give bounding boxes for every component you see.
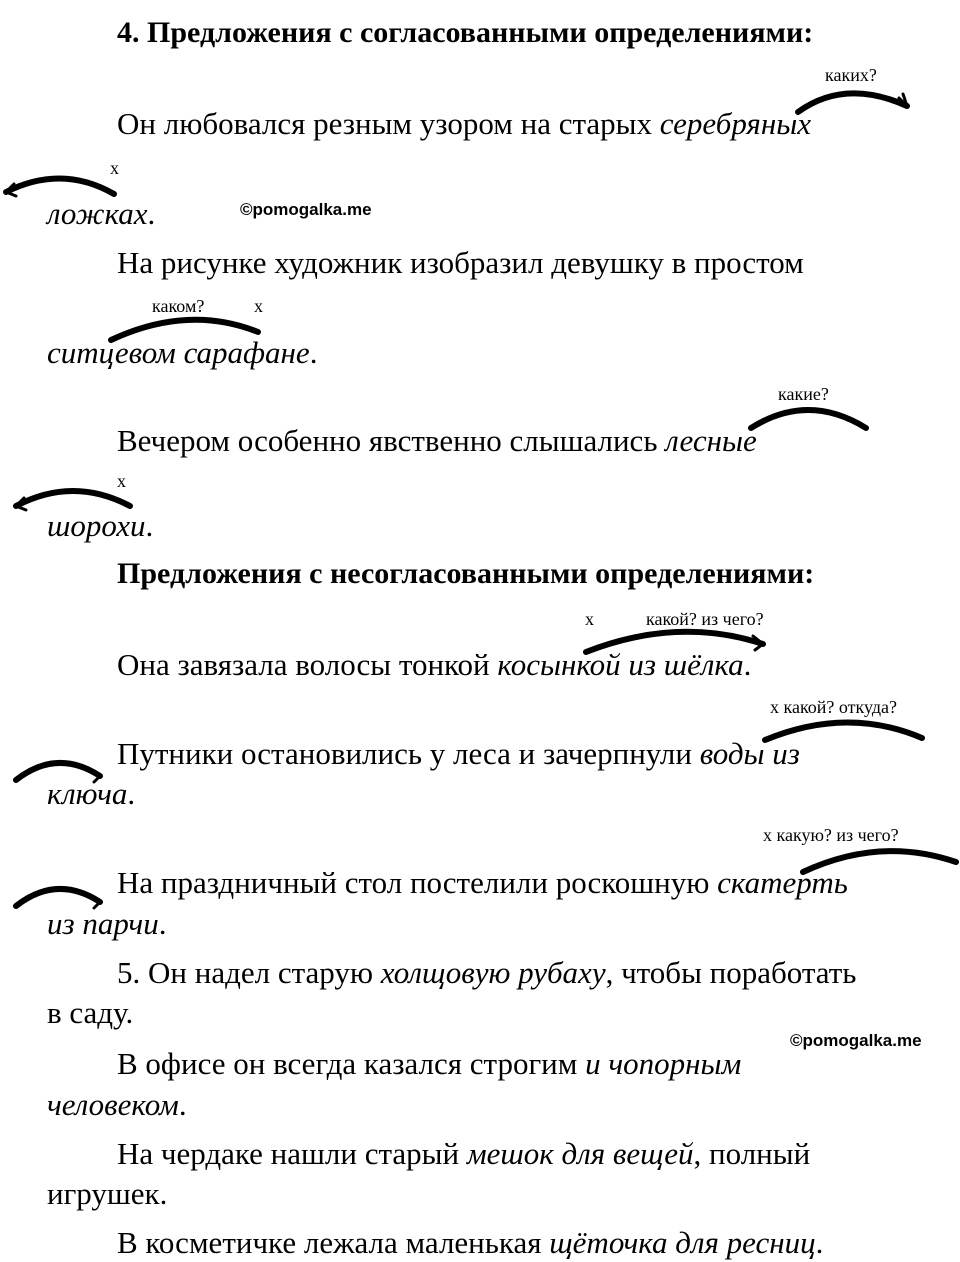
x-mark: х [110,158,119,178]
sentence-line: ситцевом сарафане. [47,335,318,370]
question-note: х какую? из чего? [763,825,899,845]
sentence-line: шорохи. [47,508,154,543]
sentence-line: В косметичке лежала маленькая щёточка для ресниц. [117,1225,824,1260]
section-heading-agreed: 4. Предложения с согласованными определениями: [117,16,814,49]
sentence-line: На чердаке нашли старый мешок для вещей, полный [117,1136,811,1171]
section-heading-unagreed: Предложения с несогласованными определениями: [117,557,815,590]
watermark: ©pomogalka.me [240,200,372,219]
question-note: какой? из чего? [646,609,764,629]
arc-arrow [748,398,873,438]
x-mark: х [254,296,263,316]
question-note: какие? [778,384,829,404]
watermark: ©pomogalka.me [790,1031,922,1050]
question-note: каких? [825,65,877,85]
sentence-line: 5. Он надел старую холщовую рубаху, чтобы поработать [117,955,857,990]
sentence-line: В офисе он всегда казался строгим и чопорным [117,1046,742,1081]
sentence-line: На рисунке художник изобразил девушку в простом [117,245,804,280]
sentence-line: из парчи. [47,906,167,941]
question-note: х какой? откуда? [770,697,898,717]
arc-arrow [795,84,915,124]
sentence-line: в саду. [47,995,134,1030]
sentence-line: Путники остановились у леса и зачерпнули воды из [117,736,800,771]
sentence-line: Вечером особенно явственно слышались лесные [117,423,757,458]
sentence-line: ключа. [47,776,136,811]
sentence-line: Она завязала волосы тонкой косынкой из шёлка. [117,647,752,682]
question-note: каком? [152,296,205,316]
sentence-line: игрушек. [47,1176,168,1211]
sentence-line: На праздничный стол постелили роскошную скатерть [117,865,848,900]
x-mark: х [585,609,594,629]
sentence-line: ложках. [47,196,156,231]
x-mark: х [117,471,126,491]
sentence-line: человеком. [47,1087,187,1122]
sentence-line: Он любовался резным узором на старых серебряных [117,106,811,141]
